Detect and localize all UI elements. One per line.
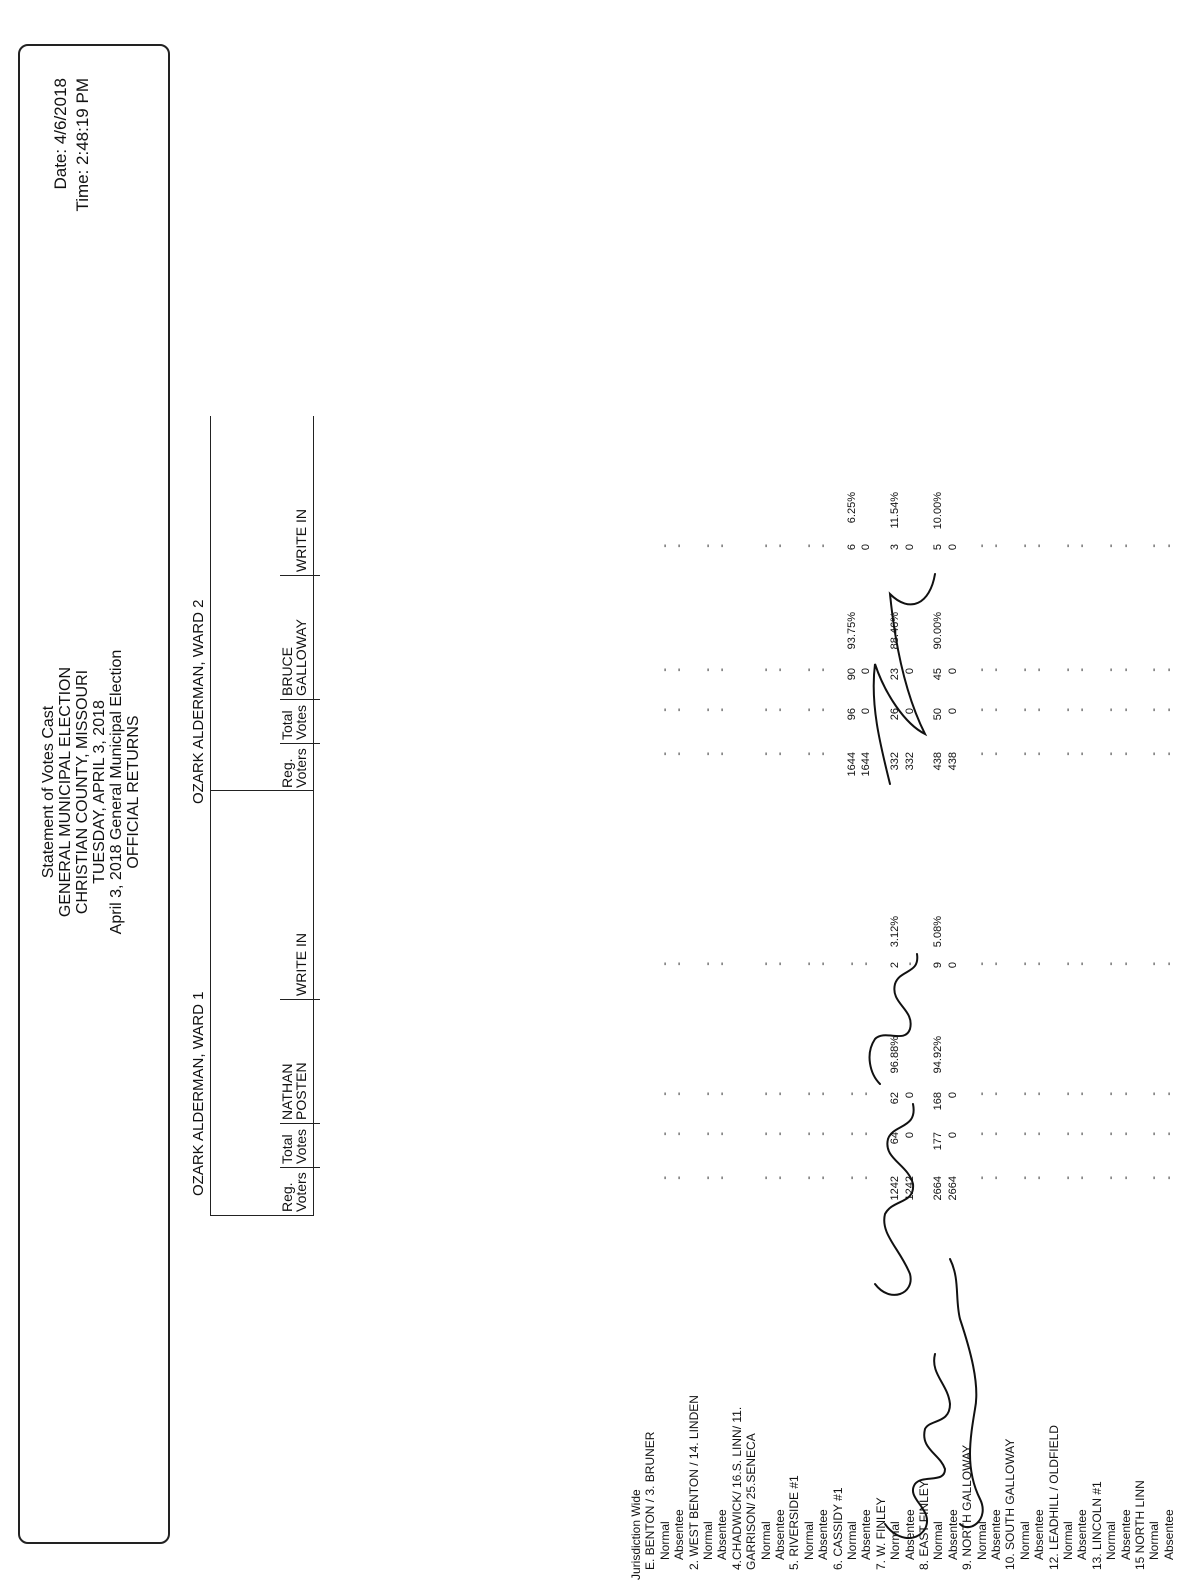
value-cell: - <box>1018 708 1031 712</box>
value-cell: - <box>846 1092 858 1096</box>
row-label: Normal <box>758 1521 773 1560</box>
row-label: Absentee <box>1118 1509 1133 1560</box>
value-cell: - <box>1033 962 1046 966</box>
col-label: Total <box>279 710 295 740</box>
col-reg-voters-1 <box>280 1172 308 1212</box>
value-cell: - <box>673 1132 686 1136</box>
value-cell: - <box>802 1176 815 1180</box>
value-cell: - <box>1033 1092 1046 1096</box>
value-cell: 0 <box>903 668 916 675</box>
value-cell: - <box>1119 752 1132 756</box>
value-cell: 0 <box>860 668 873 675</box>
value-cell: - <box>802 668 815 672</box>
signature-2 <box>875 1104 914 1295</box>
value-cell: - <box>673 1176 686 1180</box>
value-cell: - <box>716 668 729 672</box>
title-line: OFFICIAL RETURNS <box>125 715 142 869</box>
row-label: Absentee <box>715 1509 730 1560</box>
value-cell: 0 <box>946 668 959 675</box>
value-cell: - <box>1033 1132 1046 1136</box>
row-label: Absentee <box>902 1509 917 1560</box>
value-cell: - <box>759 752 772 756</box>
row-label: Absentee <box>859 1509 874 1560</box>
value-cell: 1644 <box>846 752 858 777</box>
row-label: Normal <box>1017 1521 1032 1560</box>
value-cell: - <box>802 544 815 548</box>
value-cell: - <box>1162 544 1175 548</box>
value-cell: - <box>1033 668 1046 672</box>
value-cell: - <box>1105 1176 1118 1180</box>
value-cell: - <box>817 1132 830 1136</box>
title-line: April 3, 2018 General Municipal Election <box>108 649 125 935</box>
value-cell: - <box>1105 1092 1118 1096</box>
value-cell: - <box>702 544 714 548</box>
value-cell: - <box>1018 1176 1031 1180</box>
value-cell: 0 <box>946 1132 959 1139</box>
value-cell: - <box>1062 1132 1074 1136</box>
value-cell: - <box>860 962 873 966</box>
col-reg-voters-2 <box>280 748 308 788</box>
value-cell: - <box>802 962 815 966</box>
value-cell: 0 <box>860 544 873 551</box>
col-sep <box>280 699 320 700</box>
col-write-in-1: WRITE IN <box>293 933 309 996</box>
precinct-label: GARRISON/ 25.SENECA <box>744 1433 759 1570</box>
title-line: Statement of Votes Cast <box>40 705 57 879</box>
row-label: Normal <box>888 1521 903 1560</box>
value-cell: - <box>658 1132 671 1136</box>
value-cell: - <box>990 544 1002 548</box>
value-cell: 168 <box>932 1092 945 1111</box>
col-label: Votes <box>293 1128 309 1164</box>
value-cell: - <box>975 544 988 548</box>
precinct-label: 8. EAST FINLEY <box>917 1480 931 1570</box>
value-cell: - <box>716 962 729 966</box>
value-cell: - <box>774 668 786 672</box>
precinct-label: E. BENTON / 3. BRUNER <box>643 1431 658 1570</box>
value-cell: - <box>673 668 686 672</box>
left-border <box>210 1215 314 1216</box>
value-cell: 62 <box>889 1092 902 1105</box>
col-label: GALLOWAY <box>293 618 309 696</box>
value-cell: - <box>1062 708 1074 712</box>
value-cell: - <box>1018 962 1031 966</box>
row-label: Absentee <box>773 1509 787 1560</box>
value-cell: 3 <box>889 544 902 551</box>
value-cell: - <box>1119 962 1132 966</box>
value-cell: - <box>1105 962 1118 966</box>
value-cell: - <box>1148 668 1161 672</box>
value-cell: 90 <box>846 668 858 681</box>
value-cell: 2 <box>889 962 902 969</box>
value-cell: 26 <box>889 708 902 721</box>
col-candidate-1 <box>280 1062 308 1120</box>
value-cell: - <box>774 752 786 756</box>
value-cell: 332 <box>889 752 902 771</box>
value-cell: - <box>1018 752 1031 756</box>
value-cell: 11.54% <box>889 492 902 529</box>
precinct-label: 5. RIVERSIDE #1 <box>787 1475 802 1570</box>
value-cell: - <box>1148 544 1161 548</box>
value-cell: 332 <box>903 752 916 771</box>
value-cell: - <box>1119 668 1132 672</box>
value-cell: 1644 <box>860 752 873 777</box>
value-cell: - <box>658 708 671 712</box>
precinct-label: 4.CHADWICK/ 16.S. LINN/ 11. <box>729 1406 744 1570</box>
value-cell: - <box>817 668 830 672</box>
value-cell: - <box>1162 668 1175 672</box>
value-cell: - <box>759 1132 772 1136</box>
signatures-image <box>850 384 1190 1584</box>
value-cell: - <box>1148 1132 1161 1136</box>
col-label: Voters <box>293 1172 309 1212</box>
value-cell: - <box>1062 668 1074 672</box>
value-cell: 90.00% <box>932 612 945 650</box>
value-cell: - <box>1076 708 1089 712</box>
value-cell: - <box>673 1092 686 1096</box>
value-cell: 1242 <box>889 1176 902 1201</box>
row-label: Normal <box>657 1521 672 1560</box>
title-line: GENERAL MUNICIPAL ELECTION <box>57 666 74 918</box>
col-total-votes-2 <box>280 705 308 740</box>
col-label: Total <box>279 1134 295 1164</box>
value-cell: - <box>673 708 686 712</box>
value-cell: 177 <box>932 1132 945 1151</box>
value-cell: - <box>759 962 772 966</box>
value-cell: - <box>1018 1132 1031 1136</box>
row-label: Normal <box>1104 1521 1119 1560</box>
value-cell: - <box>846 1132 858 1136</box>
col-sep <box>280 1123 320 1124</box>
value-cell: 0 <box>860 708 873 715</box>
value-cell: 438 <box>932 752 945 771</box>
value-cell: - <box>1033 1176 1046 1180</box>
value-cell: - <box>673 962 686 966</box>
value-cell: - <box>846 1176 858 1180</box>
row-label: Absentee <box>816 1509 831 1560</box>
value-cell: - <box>990 1092 1002 1096</box>
value-cell: - <box>1119 544 1132 548</box>
race-title-ward-1: OZARK ALDERMAN, WARD 1 <box>190 991 207 1196</box>
value-cell: - <box>802 752 815 756</box>
value-cell: - <box>658 1092 671 1096</box>
value-cell: - <box>846 962 858 966</box>
value-cell: - <box>975 752 988 756</box>
value-cell: - <box>774 1176 786 1180</box>
row-label: Absentee <box>1075 1509 1090 1560</box>
precinct-label: Jurisdiction Wide <box>629 1489 643 1580</box>
value-cell: - <box>860 1132 873 1136</box>
value-cell: - <box>1033 752 1046 756</box>
row-label: Normal <box>1147 1521 1162 1560</box>
value-cell: 45 <box>932 668 945 681</box>
value-cell: 0 <box>946 708 959 715</box>
col-sep <box>280 999 320 1000</box>
value-cell: - <box>702 1176 714 1180</box>
value-cell: - <box>1148 752 1161 756</box>
value-cell: - <box>860 1092 873 1096</box>
value-cell: - <box>702 1132 714 1136</box>
value-cell: - <box>975 668 988 672</box>
value-cell: 93.75% <box>846 612 858 650</box>
col-candidate-2 <box>280 619 308 696</box>
value-cell: - <box>975 1176 988 1180</box>
value-cell: - <box>1105 708 1118 712</box>
title-line: CHRISTIAN COUNTY, MISSOURI <box>74 669 91 915</box>
value-cell: - <box>817 1176 830 1180</box>
value-cell: - <box>702 668 714 672</box>
value-cell: - <box>802 708 815 712</box>
race-divider <box>210 790 314 791</box>
value-cell: - <box>817 1092 830 1096</box>
row-label: Normal <box>845 1521 859 1560</box>
signature-4 <box>870 954 918 1084</box>
value-cell: - <box>1105 1132 1118 1136</box>
value-cell: - <box>1018 1092 1031 1096</box>
col-total-votes-1 <box>280 1129 308 1164</box>
value-cell: - <box>1119 1176 1132 1180</box>
precinct-label: 13. LINCOLN #1 <box>1089 1481 1104 1570</box>
value-cell: - <box>1162 962 1175 966</box>
title-line: TUESDAY, APRIL 3, 2018 <box>91 700 108 884</box>
value-cell: - <box>1105 752 1118 756</box>
value-cell: - <box>716 1176 729 1180</box>
value-cell: - <box>1062 544 1074 548</box>
col-sep <box>280 1167 320 1168</box>
row-label: Absentee <box>1161 1509 1176 1560</box>
signature-1 <box>885 1354 950 1538</box>
value-cell: - <box>774 544 786 548</box>
value-cell: - <box>1148 962 1161 966</box>
col-sep <box>280 575 320 576</box>
value-cell: - <box>1162 708 1175 712</box>
value-cell: - <box>802 1092 815 1096</box>
value-cell: - <box>990 1132 1002 1136</box>
report-date: Date: 4/6/2018 <box>51 78 70 190</box>
value-cell: - <box>990 708 1002 712</box>
value-cell: 96.88% <box>889 1036 902 1074</box>
value-cell: - <box>1076 544 1089 548</box>
value-cell: - <box>1162 752 1175 756</box>
col-sep <box>280 743 320 744</box>
value-cell: - <box>658 668 671 672</box>
value-cell: - <box>1119 1132 1132 1136</box>
value-cell: 94.92% <box>932 1036 945 1074</box>
value-cell: - <box>1162 1176 1175 1180</box>
row-label: Normal <box>931 1521 946 1560</box>
value-cell: 3.12% <box>889 916 902 948</box>
value-cell: 0 <box>946 1092 959 1099</box>
value-cell: - <box>774 1092 786 1096</box>
value-cell: - <box>759 1092 772 1096</box>
precinct-label: 9. NORTH GALLOWAY <box>960 1444 975 1570</box>
row-label: Absentee <box>989 1509 1003 1560</box>
value-cell: - <box>975 962 988 966</box>
value-cell: - <box>1018 544 1031 548</box>
value-cell: 0 <box>946 544 959 551</box>
race-rule-ward-1 <box>210 791 211 1216</box>
value-cell: - <box>990 668 1002 672</box>
col-label: Reg. <box>279 1182 295 1212</box>
signature-5 <box>874 574 935 784</box>
value-cell: - <box>1162 1132 1175 1136</box>
value-cell: - <box>1148 1176 1161 1180</box>
value-cell: - <box>1162 1092 1175 1096</box>
value-cell: - <box>774 708 786 712</box>
value-cell: 6 <box>846 544 858 551</box>
value-cell: - <box>1076 1092 1089 1096</box>
value-cell: - <box>759 544 772 548</box>
value-cell: - <box>1062 752 1074 756</box>
value-cell: - <box>673 752 686 756</box>
precinct-label: 12. LEADHILL / OLDFIELD <box>1046 1425 1061 1570</box>
value-cell: - <box>1018 668 1031 672</box>
value-cell: - <box>716 708 729 712</box>
value-cell: - <box>759 1176 772 1180</box>
value-cell: - <box>716 544 729 548</box>
value-cell: 2664 <box>946 1176 959 1201</box>
value-cell: 0 <box>903 708 916 715</box>
precinct-label: 2. WEST BENTON / 14. LINDEN <box>686 1395 701 1570</box>
signature-3 <box>950 1259 983 1527</box>
value-cell: - <box>817 962 830 966</box>
report-titles <box>40 0 142 1584</box>
value-cell: 23 <box>889 668 902 681</box>
precinct-label: 10. SOUTH GALLOWAY <box>1003 1438 1018 1570</box>
value-cell: - <box>975 1132 988 1136</box>
col-label: Voters <box>293 748 309 788</box>
value-cell: - <box>1076 962 1089 966</box>
col-label: POSTEN <box>293 1062 309 1120</box>
report-datetime <box>50 78 94 212</box>
column-header-rule <box>313 416 314 1216</box>
value-cell: 0 <box>903 1132 916 1139</box>
row-label: Normal <box>1061 1521 1075 1560</box>
row-label: Normal <box>701 1521 715 1560</box>
precinct-label: 6. CASSIDY #1 <box>830 1487 845 1570</box>
value-cell: 5.08% <box>932 916 945 948</box>
value-cell: - <box>990 1176 1002 1180</box>
value-cell: - <box>673 544 686 548</box>
value-cell: - <box>1105 668 1118 672</box>
row-label: Absentee <box>1032 1509 1047 1560</box>
value-cell: - <box>759 708 772 712</box>
value-cell: - <box>1062 962 1074 966</box>
value-cell: 9 <box>932 962 945 969</box>
value-cell: - <box>817 708 830 712</box>
value-cell: - <box>1076 1176 1089 1180</box>
row-label: Absentee <box>945 1509 960 1560</box>
precinct-label: 15 NORTH LINN <box>1133 1480 1147 1570</box>
value-cell: - <box>990 962 1002 966</box>
report-time: Time: 2:48:19 PM <box>73 78 92 212</box>
value-cell: - <box>817 752 830 756</box>
value-cell: - <box>702 708 714 712</box>
value-cell: 10.00% <box>932 492 945 530</box>
value-cell: - <box>702 962 714 966</box>
value-cell: - <box>1148 1092 1161 1096</box>
col-label: NATHAN <box>279 1063 295 1120</box>
value-cell: 0 <box>903 1092 916 1099</box>
value-cell: - <box>658 752 671 756</box>
value-cell: 0 <box>903 544 916 551</box>
value-cell: - <box>975 708 988 712</box>
col-label: BRUCE <box>279 646 295 696</box>
value-cell: - <box>716 1092 729 1096</box>
value-cell: - <box>1076 668 1089 672</box>
value-cell: 64 <box>889 1132 902 1145</box>
value-cell: 1242 <box>903 1176 916 1201</box>
value-cell: - <box>1062 1176 1074 1180</box>
row-label: Absentee <box>672 1509 687 1560</box>
col-label: Votes <box>293 704 309 740</box>
value-cell: - <box>658 1176 671 1180</box>
value-cell: - <box>1105 544 1118 548</box>
value-cell: - <box>1062 1092 1074 1096</box>
race-title-ward-2: OZARK ALDERMAN, WARD 2 <box>190 599 207 804</box>
value-cell: - <box>658 962 671 966</box>
value-cell: - <box>903 962 916 966</box>
value-cell: - <box>759 668 772 672</box>
value-cell: 6.25% <box>846 492 858 524</box>
value-cell: - <box>1033 544 1046 548</box>
value-cell: - <box>975 1092 988 1096</box>
precinct-label: 7. W. FINLEY <box>873 1497 888 1570</box>
value-cell: - <box>1033 708 1046 712</box>
value-cell: 50 <box>932 708 945 721</box>
value-cell: - <box>1119 1092 1132 1096</box>
row-label: Normal <box>801 1521 816 1560</box>
value-cell: - <box>1076 752 1089 756</box>
race-rule-ward-2 <box>210 416 211 791</box>
value-cell: - <box>990 752 1002 756</box>
value-cell: - <box>1076 1132 1089 1136</box>
value-cell: 96 <box>846 708 858 721</box>
value-cell: - <box>716 752 729 756</box>
value-cell: 5 <box>932 544 945 551</box>
value-cell: - <box>658 544 671 548</box>
row-label: Normal <box>974 1521 989 1560</box>
value-cell: - <box>802 1132 815 1136</box>
value-cell: - <box>817 544 830 548</box>
value-cell: - <box>1148 708 1161 712</box>
value-cell: - <box>774 1132 786 1136</box>
value-cell: - <box>716 1132 729 1136</box>
value-cell: - <box>702 752 714 756</box>
value-cell: - <box>1119 708 1132 712</box>
value-cell: - <box>860 1176 873 1180</box>
value-cell: - <box>702 1092 714 1096</box>
col-label: Reg. <box>279 758 295 788</box>
value-cell: 88.46% <box>889 612 902 650</box>
value-cell: 438 <box>946 752 959 771</box>
value-cell: 2664 <box>932 1176 945 1201</box>
value-cell: - <box>774 962 786 966</box>
value-cell: 0 <box>946 962 959 969</box>
col-write-in-2: WRITE IN <box>293 509 309 572</box>
